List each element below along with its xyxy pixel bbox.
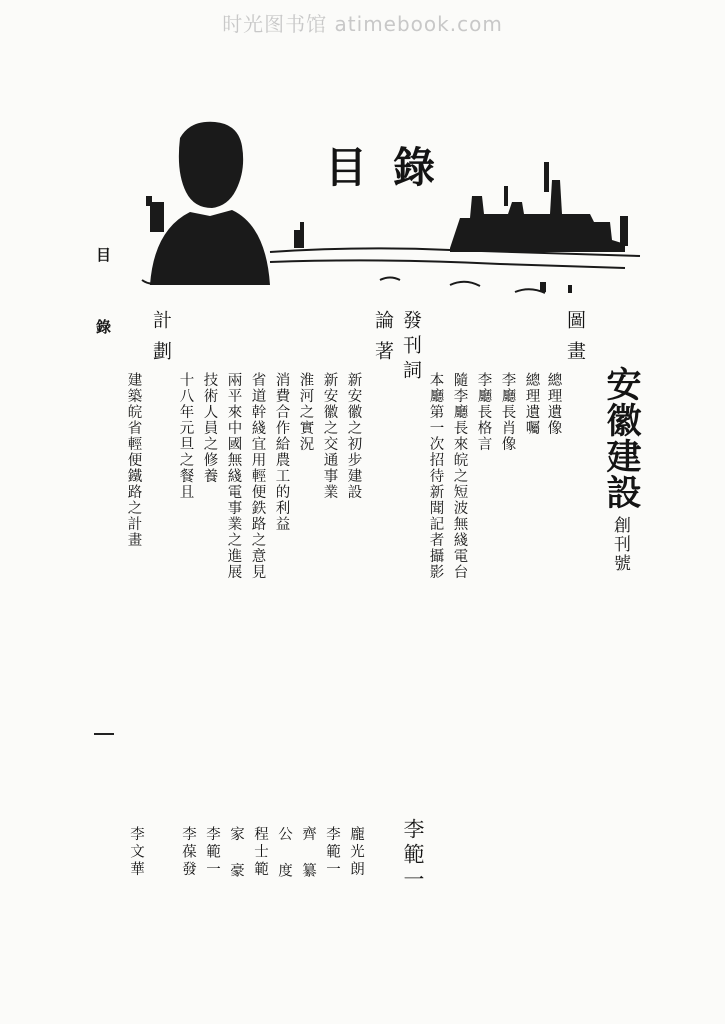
plan-author: 李文華 — [128, 826, 144, 879]
picture-item[interactable]: 李廳長格言 — [475, 372, 492, 452]
essay-title[interactable]: 消費合作給農工的利益 — [273, 372, 290, 532]
publication-subtitle: 創刊號 — [610, 516, 630, 573]
plan-title[interactable]: 建築皖省輕便鐵路之計畫 — [125, 372, 142, 548]
essay-author: 齊 纂 — [300, 826, 316, 880]
picture-item[interactable]: 本廳第一次招待新聞記者攝影 — [427, 372, 444, 580]
picture-item[interactable]: 隨李廳長來皖之短波無綫電台 — [451, 372, 468, 580]
essay-author: 龐光朗 — [348, 826, 364, 879]
essay-title[interactable]: 十八年元旦之餐且 — [177, 372, 194, 500]
toc-heading: 目錄 — [325, 143, 462, 192]
section-plans: 計劃 — [150, 310, 172, 372]
essay-author: 程士範 — [252, 826, 268, 879]
picture-item[interactable]: 李廳長肖像 — [499, 372, 516, 452]
watermark: 时光图书馆 atimebook.com — [222, 12, 503, 36]
publication-title: 安徽建設 — [601, 366, 642, 510]
essay-title[interactable]: 兩平來中國無綫電事業之進展 — [225, 372, 242, 580]
essay-title[interactable]: 新安徽之交通事業 — [321, 372, 338, 500]
essay-title[interactable]: 技術人員之修養 — [201, 372, 218, 484]
picture-item[interactable]: 總理遺囑 — [523, 372, 540, 436]
essay-author: 公 度 — [276, 826, 292, 880]
foreword-author: 李範一 — [401, 818, 425, 893]
margin-label-lower: 錄 — [96, 318, 112, 336]
essay-title[interactable]: 淮河之實況 — [297, 372, 314, 452]
essay-title[interactable]: 省道幹綫宜用輕便鉄路之意見 — [249, 372, 266, 580]
essay-author: 李範一 — [204, 826, 220, 879]
margin-label-upper: 目 — [96, 246, 112, 264]
essay-author: 李葆發 — [180, 826, 196, 879]
picture-item[interactable]: 總理遺像 — [545, 372, 562, 436]
essay-author: 家 豪 — [228, 826, 244, 880]
section-essays: 論著 — [372, 310, 394, 372]
section-pictures: 圖畫 — [564, 310, 586, 372]
page-number-mark — [94, 733, 114, 735]
essay-title[interactable]: 新安徽之初步建設 — [345, 372, 362, 500]
section-foreword[interactable]: 發刊詞 — [400, 310, 422, 385]
essay-author: 李範一 — [324, 826, 340, 879]
